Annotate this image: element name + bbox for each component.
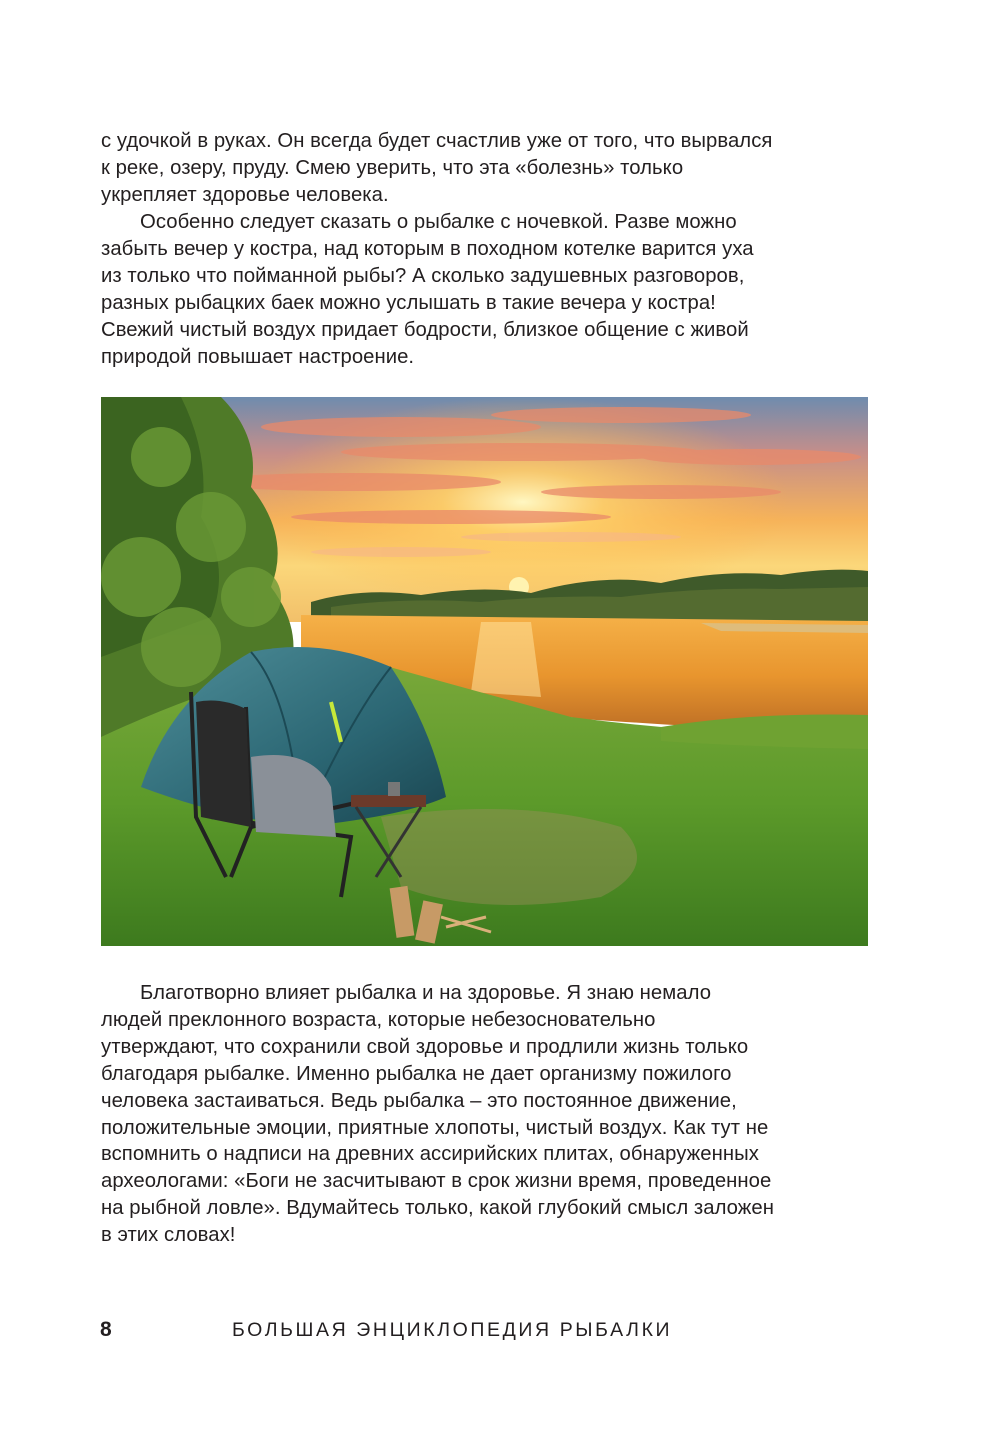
text-line: разных рыбацких баек можно услышать в такие вечера у костра! xyxy=(101,291,716,314)
paragraph-1 xyxy=(101,128,871,209)
text-line: из только что пойманной рыбы? А сколько задушевных разговоров, xyxy=(101,264,745,287)
text-line: к реке, озеру, пруду. Смею уверить, что эта «болезнь» только xyxy=(101,156,684,179)
text-line: положительные эмоции, приятные хлопоты, чистый воздух. Как тут не xyxy=(101,1116,769,1139)
text-line: природой повышает настроение. xyxy=(101,345,415,368)
text-line: укрепляет здоровье человека. xyxy=(101,183,389,206)
text-line: вспомнить о надписи на древних ассирийских плитах, обнаруженных xyxy=(101,1143,759,1166)
text-line: Особенно следует сказать о рыбалке с ночевкой. Разве можно xyxy=(140,211,737,233)
paragraph-3 xyxy=(101,980,871,1249)
text-line: археологами: «Боги не засчитывают в срок жизни время, проведенное xyxy=(101,1170,772,1193)
text-line: утверждают, что сохранили свой здоровье и продлили жизнь только xyxy=(101,1035,749,1058)
paragraph-2 xyxy=(101,209,871,370)
text-line: благодаря рыбалке. Именно рыбалка не дает организму пожилого xyxy=(101,1062,732,1085)
text-line: забыть вечер у костра, над которым в походном котелке варится уха xyxy=(101,237,754,260)
text-line: на рыбной ловле». Вдумайтесь только, какой глубокий смысл заложен xyxy=(101,1197,774,1220)
text-line: в этих словах! xyxy=(101,1224,236,1247)
text-line: людей преклонного возраста, которые небезосновательно xyxy=(101,1008,656,1031)
text-line: Свежий чистый воздух придает бодрости, близкое общение с живой xyxy=(101,318,749,341)
text-line: человека застаиваться. Ведь рыбалка – это постоянное движение, xyxy=(101,1089,737,1112)
running-footer-title: БОЛЬШАЯ ЭНЦИКЛОПЕДИЯ РЫБАЛКИ xyxy=(232,1319,673,1341)
page-number: 8 xyxy=(100,1318,112,1341)
text-line: с удочкой в руках. Он всегда будет счастлив уже от того, что вырвался xyxy=(101,130,773,152)
text-line: Благотворно влияет рыбалка и на здоровье. Я знаю немало xyxy=(140,982,712,1004)
sunset-camping-photo xyxy=(101,397,868,946)
